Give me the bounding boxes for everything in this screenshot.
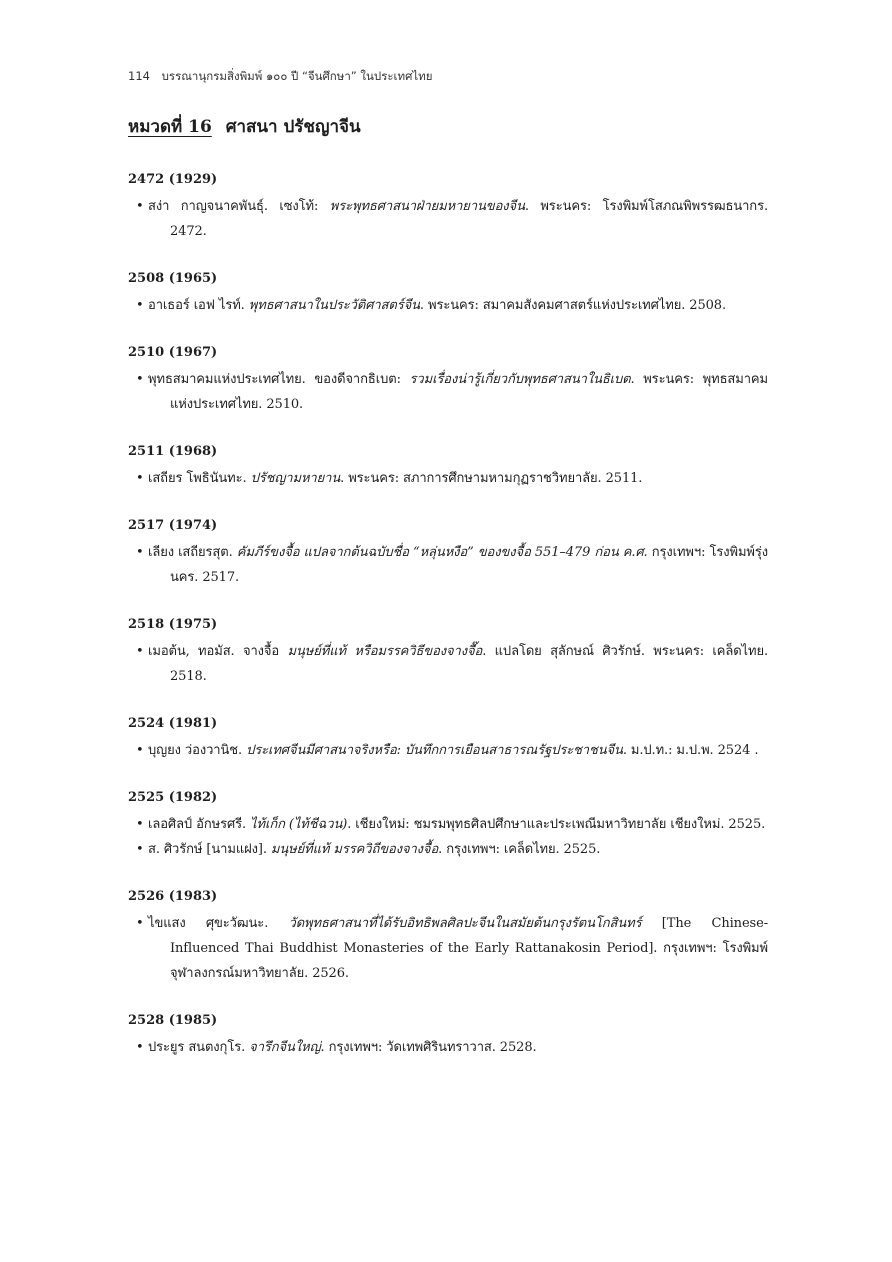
entry-list — [128, 367, 768, 417]
entry-title: มนุษย์ที่แท้ มรรควิถีของจางจื้อ — [270, 842, 439, 857]
entry-list — [128, 293, 768, 318]
entry-author: อาเธอร์ เอฟ ไรท์. — [148, 298, 249, 313]
bibliography-entry — [128, 194, 768, 244]
entry-title: วัดพุทธศาสนาที่ได้รับอิทธิพลศิลปะจีนในสมัยต้นกรุงรัตนโกสินทร์ — [288, 916, 642, 931]
entry-list — [128, 540, 768, 590]
entry-list — [128, 911, 768, 986]
entry-title: มนุษย์ที่แท้ หรือมรรควิธีของจางจื๊อ — [287, 644, 483, 659]
entry-publication: . พระนคร: สภาการศึกษามหามกุฏราชวิทยาลัย. 2511. — [340, 471, 643, 486]
entry-title: จารึกจีนใหญ่ — [249, 1040, 321, 1055]
bibliography-entry — [128, 812, 768, 837]
running-header — [128, 68, 432, 86]
year-heading: 2528 (1985) — [128, 1013, 218, 1028]
year-section — [128, 343, 768, 417]
year-heading: 2518 (1975) — [128, 617, 218, 632]
entry-author: เลียง เสถียรสุต. — [148, 545, 237, 560]
year-section — [128, 714, 768, 763]
entry-author: ประยูร สนตงกุโร. — [148, 1040, 250, 1055]
bibliography-entry — [128, 738, 768, 763]
entry-list — [128, 1035, 768, 1060]
year-heading: 2510 (1967) — [128, 345, 218, 360]
entry-publication: [The Chinese-Influenced Thai Buddhist Monasteries of the Early Rattanakosin Period]. กรุงเทพฯ: โรงพิมพ์จุฬาลงกรณ์มหาวิทยาลัย. 2526. — [170, 916, 768, 981]
entry-list — [128, 639, 768, 689]
entry-publication: . กรุงเทพฯ: เคล็ดไทย. 2525. — [438, 842, 601, 857]
year-heading: 2511 (1968) — [128, 444, 218, 459]
bibliography-entry — [128, 367, 768, 417]
bibliography-entry — [128, 639, 768, 689]
entry-title: คัมภีร์ขงจื้อ แปลจากต้นฉบับชื่อ “หลุ่นหงือ” ของขงจื้อ 551–479 ก่อน ค.ศ. — [236, 545, 648, 560]
entry-title: ไท้เก็ก (ไท้ชีฉวน) — [250, 817, 348, 832]
entry-publication: . พระนคร: โรงพิมพ์โสภณพิพรรฒธนากร. 2472. — [170, 199, 768, 239]
entry-publication: . พระนคร: พุทธสมาคมแห่งประเทศไทย. 2510. — [170, 372, 768, 412]
chapter-title: ศาสนา ปรัชญาจีน — [225, 117, 361, 137]
entry-title: ประเทศจีนมีศาสนาจริงหรือ: บันทึกการเยือนสาธารณรัฐประชาชนจีน — [246, 743, 623, 758]
running-title: บรรณานุกรมสิ่งพิมพ์ ๑๐๐ ปี “จีนศึกษา” ในประเทศไทย — [161, 69, 433, 83]
year-heading: 2525 (1982) — [128, 790, 218, 805]
year-heading: 2524 (1981) — [128, 716, 218, 731]
entry-publication: . เชียงใหม่: ชมรมพุทธศิลปศึกษาและประเพณีมหาวิทยาลัย เชียงใหม่. 2525. — [347, 817, 766, 832]
entry-author: เสถียร โพธินันทะ. — [148, 471, 251, 486]
year-section — [128, 170, 768, 244]
chapter-heading — [128, 113, 361, 140]
entry-author: สง่า กาญจนาคพันธุ์. เซงโท้: — [148, 199, 330, 214]
bibliography-list — [128, 170, 768, 1085]
bibliography-entry — [128, 911, 768, 986]
entry-list — [128, 466, 768, 491]
year-heading: 2526 (1983) — [128, 889, 218, 904]
year-section — [128, 516, 768, 590]
bibliography-entry — [128, 293, 768, 318]
year-section — [128, 442, 768, 491]
year-heading: 2517 (1974) — [128, 518, 218, 533]
entry-author: เลอศิลป์ อักษรศรี. — [148, 817, 251, 832]
bibliography-entry — [128, 1035, 768, 1060]
entry-author: บุญยง ว่องวานิช. — [148, 743, 247, 758]
chapter-label: หมวดที่ 16 — [128, 117, 212, 137]
year-section — [128, 269, 768, 318]
year-heading: 2508 (1965) — [128, 271, 218, 286]
entry-title: พุทธศาสนาในประวัติศาสตร์จีน — [248, 298, 420, 313]
entry-publication: . พระนคร: สมาคมสังคมศาสตร์แห่งประเทศไทย. 2508. — [419, 298, 726, 313]
entry-author: ส. ศิวรักษ์ [นามแฝง]. — [148, 842, 271, 857]
bibliography-entry — [128, 837, 768, 862]
entry-author: พุทธสมาคมแห่งประเทศไทย. ของดีจากธิเบต: — [148, 372, 410, 387]
entry-title: ปรัชญามหายาน — [250, 471, 341, 486]
bibliography-entry — [128, 466, 768, 491]
year-section — [128, 1011, 768, 1060]
entry-publication: . แปลโดย สุลักษณ์ ศิวรักษ์. พระนคร: เคล็ดไทย. 2518. — [170, 644, 768, 684]
bibliography-entry — [128, 540, 768, 590]
year-section — [128, 615, 768, 689]
entry-list — [128, 812, 768, 862]
year-section — [128, 788, 768, 862]
entry-title: รวมเรื่องน่ารู้เกี่ยวกับพุทธศาสนาในธิเบต — [409, 372, 631, 387]
entry-author: ไขแสง ศุขะวัฒนะ. — [148, 916, 289, 931]
year-heading: 2472 (1929) — [128, 172, 218, 187]
entry-title: พระพุทธศาสนาฝ่ายมหายานของจีน — [329, 199, 525, 214]
entry-publication: . ม.ป.ท.: ม.ป.พ. 2524 . — [622, 743, 759, 758]
entry-list — [128, 194, 768, 244]
year-section — [128, 887, 768, 986]
entry-author: เมอต้น, ทอมัส. จางจื้อ — [148, 644, 288, 659]
entry-publication: กรุงเทพฯ: โรงพิมพ์รุ่งนคร. 2517. — [170, 545, 769, 585]
page-number: 114 — [128, 69, 150, 83]
entry-publication: . กรุงเทพฯ: วัดเทพศิรินทราวาส. 2528. — [320, 1040, 537, 1055]
entry-list — [128, 738, 768, 763]
